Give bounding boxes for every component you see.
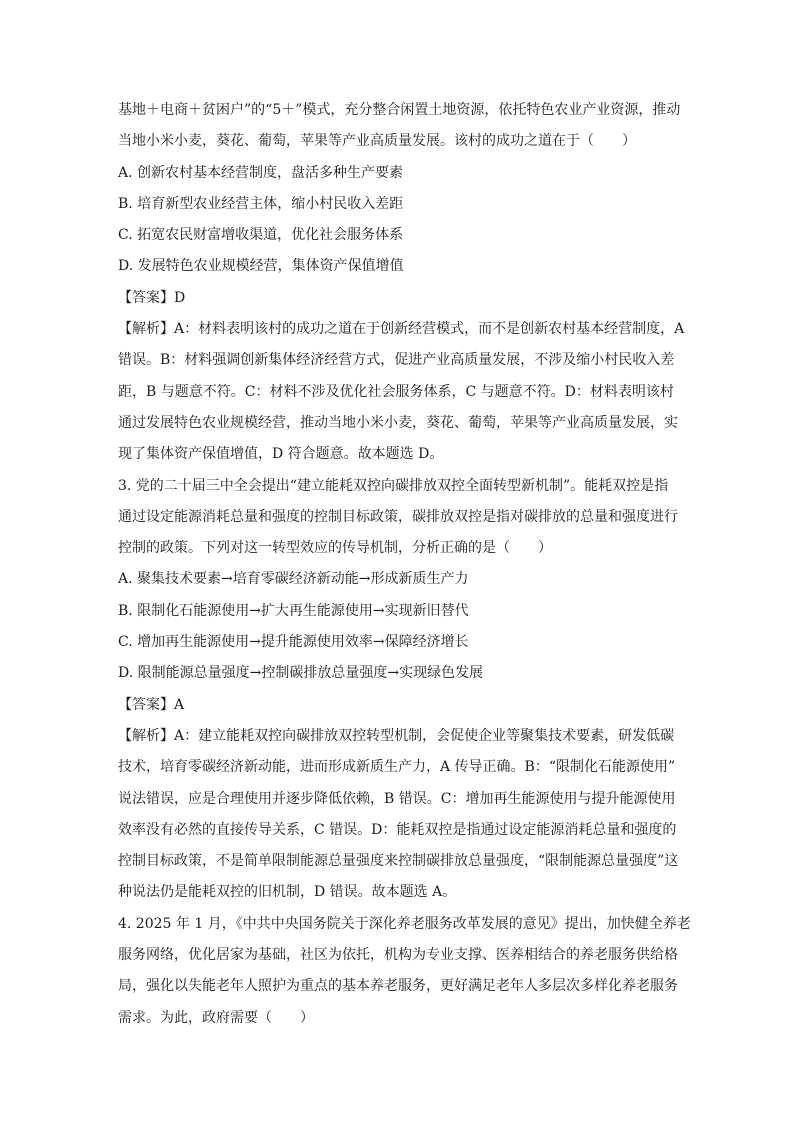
q2-analysis: [118, 314, 685, 470]
q3-options: [118, 564, 678, 689]
text-line: 效率没有必然的直接传导关系，C 错误。D：能耗双控是指通过设定能源消耗总量和强度的: [118, 821, 677, 838]
option-b: B. 限制化石能源使用→扩大再生能源使用→实现新旧替代: [118, 602, 469, 619]
text-line: 现了集体资产保值增值，D 符合题意。故本题选 D。: [118, 446, 444, 463]
text-line: 局，强化以失能老年人照护为重点的基本养老服务，更好满足老年人多层次多样化养老服务: [118, 978, 678, 995]
text-line: 技术，培育零碳经济新动能，进而形成新质生产力，A 传导正确。B：“限制化石能源使用”: [118, 759, 676, 776]
text-line: 4. 2025 年 1 月，《中共中央国务院关于深化养老服务改革发展的意见》提出，加快健全养老: [118, 915, 691, 932]
text-line: 距，B 与题意不符。C：材料不涉及优化社会服务体系，C 与题意不符。D：材料表明该村: [118, 383, 674, 400]
text-line: 基地＋电商＋贫困户”的“5＋”模式，充分整合闲置土地资源，依托特色农业产业资源，推动: [118, 102, 681, 118]
text-line: 种说法仍是能耗双控的旧机制，D 错误。故本题选 A。: [118, 884, 457, 901]
text-line: 说法错误，应是合理使用并逐步降低依赖，B 错误。C：增加再生能源使用与提升能源使用: [118, 790, 676, 807]
text-line: 当地小米小麦，葵花、葡萄，苹果等产业高质量发展。该村的成功之道在于（ ）: [118, 133, 636, 150]
document-page: [118, 95, 691, 1034]
text-line: 错误。B：材料强调创新集体经济经营方式，促进产业高质量发展，不涉及缩小村民收入差: [118, 352, 675, 369]
text-line: 控制的政策。下列对这一转型效应的传导机制，分析正确的是（ ）: [118, 540, 552, 557]
option-d: D. 发展特色农业规模经营，集体资产保值增值: [118, 258, 404, 275]
text-line: 控制目标政策，不是简单限制能源总量强度来控制碳排放总量强度，“限制能源总量强度”这: [118, 853, 679, 870]
text-line: 【解析】A：建立能耗双控向碳排放双控转型机制，会促使企业等聚集技术要素，研发低碳: [118, 727, 675, 744]
option-c: C. 拓宽农民财富增收渠道，优化社会服务体系: [118, 227, 404, 244]
text-line: 通过发展特色农业规模经营，推动当地小米小麦，葵花、葡萄，苹果等产业高质量发展，实: [118, 414, 678, 431]
option-c: C. 增加再生能源使用→提升能源使用效率→保障经济增长: [118, 634, 469, 651]
q3-answer: 【答案】A: [118, 696, 185, 713]
q2-options: [118, 158, 678, 283]
text-line: 服务网络，优化居家为基础，社区为依托，机构为专业支撑、医养相结合的养老服务供给格: [118, 947, 678, 964]
option-b: B. 培育新型农业经营主体，缩小村民收入差距: [118, 195, 404, 212]
text-line: 通过设定能源消耗总量和强度的控制目标政策，碳排放双控是指对碳排放的总量和强度进行: [118, 508, 678, 525]
q3-stem: [118, 471, 678, 565]
text-line: 需求。为此，政府需要（ ）: [118, 1009, 314, 1026]
text-line: 【解析】A：材料表明该村的成功之道在于创新经营模式，而不是创新农村基本经营制度，A: [118, 321, 685, 338]
q2-answer: 【答案】D: [118, 289, 186, 306]
q4-stem: [118, 909, 691, 1034]
q2-stem: [118, 95, 681, 158]
option-d: D. 限制能源总量强度→控制碳排放总量强度→实现绿色发展: [118, 665, 484, 682]
option-a: A. 聚集技术要素→培育零碳经济新动能→形成新质生产力: [118, 571, 469, 588]
option-a: A. 创新农村基本经营制度，盘活多种生产要素: [118, 164, 404, 181]
q3-analysis: [118, 721, 678, 909]
text-line: 3. 党的二十届三中全会提出“建立能耗双控向碳排放双控全面转型新机制”。能耗双控是指: [118, 477, 669, 494]
